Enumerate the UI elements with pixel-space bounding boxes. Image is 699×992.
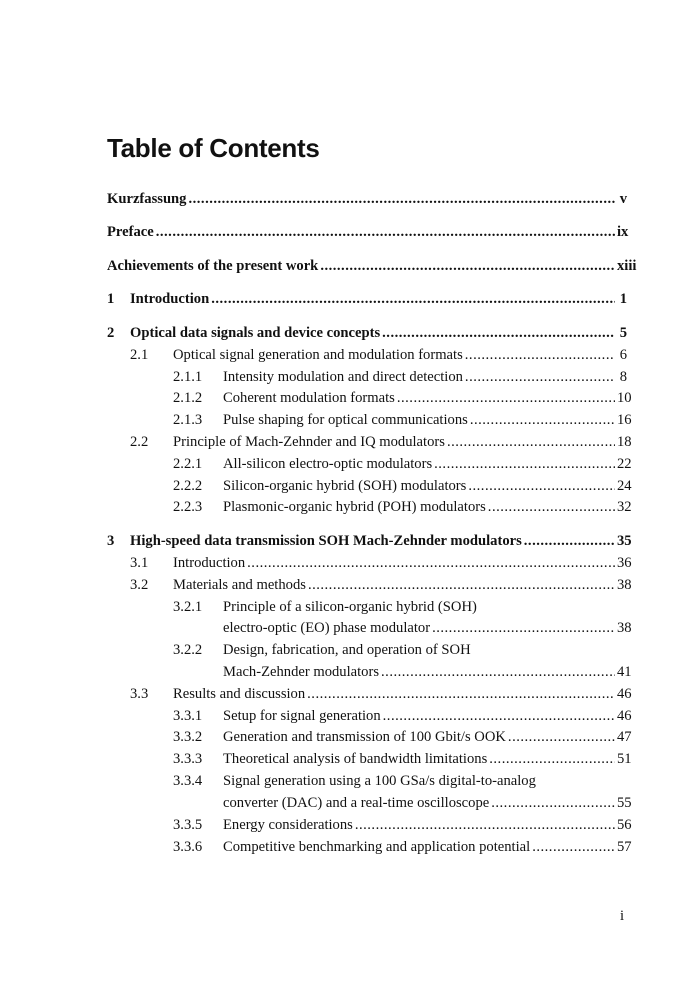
toc-entry-number: 2.1 [130,347,149,363]
toc-entry-page: 56 [617,817,632,833]
toc-entry-label: Mach-Zehnder modulators [223,664,380,680]
toc-subsection-number: 3.3.4 [173,773,203,789]
toc-entry-page: 24 [617,478,632,494]
toc-subsection-3-2-1[interactable] [107,619,632,637]
toc-entry-page: 6 [619,347,627,363]
dot-leader [355,816,615,834]
toc-entry-page: 38 [617,620,632,636]
toc-entry-achievements[interactable] [107,257,637,275]
toc-entry-page: ix [617,224,629,240]
dot-leader [508,728,615,746]
toc-entry-page: 8 [619,369,627,385]
toc-entry-label: Introduction [130,291,210,307]
toc-entry-page: 38 [617,577,632,593]
toc-entry-label: Setup for signal generation [223,708,381,724]
toc-entry-number: 2.2.3 [173,499,203,515]
toc-entry-label: Theoretical analysis of bandwidth limitations [223,751,488,767]
toc-subsection-3-3-1[interactable] [107,707,632,725]
toc-entry-page: 57 [617,839,632,855]
toc-entry-page: 1 [619,291,627,307]
toc-entry-number: 3.3.6 [173,839,203,855]
dot-leader [308,576,615,594]
toc-entry-page: 10 [617,390,632,406]
toc-subsection-number: 3.2.2 [173,642,203,658]
dot-leader [532,838,615,856]
dot-leader [381,663,615,681]
toc-entry-number: 2.2.1 [173,456,203,472]
toc-entry-number: 2.1.3 [173,412,203,428]
toc-entry-label: Generation and transmission of 100 Gbit/s OOK [223,729,506,745]
toc-entry-number: 2.1.2 [173,390,203,406]
toc-entry-page: 18 [617,434,632,450]
toc-subsection-2-2-3[interactable] [107,498,632,516]
toc-entry-kurzfassung[interactable] [107,190,627,208]
toc-entry-label: Preface [107,224,154,240]
toc-subsection-2-1-3[interactable] [107,411,632,429]
toc-entry-page: 55 [617,795,632,811]
dot-leader [247,554,615,572]
toc-entry-number: 3 [107,533,115,549]
dot-leader [465,346,615,364]
toc-entry-number: 2.2 [130,434,149,450]
toc-subsection-3-3-6[interactable] [107,838,632,856]
toc-entry-label: Introduction [173,555,246,571]
toc-entry-label: Coherent modulation formats [223,390,395,406]
toc-entry-label: Results and discussion [173,686,306,702]
toc-entry-page: 35 [617,533,632,549]
toc-entry-number: 3.3.5 [173,817,203,833]
toc-subsection-2-1-1[interactable] [107,368,627,386]
page-title: Table of Contents [107,133,320,163]
toc-subsection-3-3-3[interactable] [107,750,632,768]
toc-entry-label: electro-optic (EO) phase modulator [223,620,431,636]
toc-entry-label-line1[interactable]: Signal generation using a 100 GSa/s digital-to-analog [223,773,536,789]
toc-subsection-3-3-5[interactable] [107,816,632,834]
toc-entry-page: xiii [617,258,637,274]
dot-leader [434,455,615,473]
toc-entry-page: 5 [619,325,627,341]
toc-entry-preface[interactable] [107,223,627,241]
dot-leader [211,290,615,308]
toc-entry-label: Energy considerations [223,817,353,833]
dot-leader [465,368,615,386]
toc-entry-label: Intensity modulation and direct detection [223,369,463,385]
dot-leader [432,619,615,637]
toc-subsection-3-2-2[interactable] [107,663,632,681]
toc-entry-label: Plasmonic-organic hybrid (POH) modulators [223,499,486,515]
toc-subsection-3-3-2[interactable] [107,728,632,746]
toc-entry-label: High-speed data transmission SOH Mach-Zehnder modulators [130,533,522,549]
toc-section-3-2[interactable] [107,576,632,594]
dot-leader [382,324,615,342]
dot-leader [320,257,615,275]
toc-entry-page: 47 [617,729,632,745]
toc-entry-page: 46 [617,708,632,724]
toc-entry-page: 36 [617,555,632,571]
toc-entry-number: 2.1.1 [173,369,203,385]
toc-subsection-3-3-4[interactable] [107,794,632,812]
toc-subsection-2-1-2[interactable] [107,389,632,407]
toc-entry-page: 32 [617,499,632,515]
toc-entry-page: 22 [617,456,632,472]
toc-entry-number: 3.1 [130,555,149,571]
dot-leader [188,190,615,208]
toc-entry-label: Achievements of the present work [107,258,319,274]
toc-entry-label: All-silicon electro-optic modulators [223,456,433,472]
toc-entry-page: v [619,191,627,207]
toc-entry-number: 2 [107,325,115,341]
toc-entry-number: 1 [107,291,115,307]
dot-leader [468,477,615,495]
page-number: i [620,908,625,924]
dot-leader [491,794,615,812]
dot-leader [489,750,615,768]
toc-entry-label: Silicon-organic hybrid (SOH) modulators [223,478,467,494]
dot-leader [488,498,615,516]
toc-entry-number: 2.2.2 [173,478,203,494]
toc-chapter-1[interactable] [107,290,627,308]
toc-chapter-2[interactable] [107,324,627,342]
toc-entry-page: 51 [617,751,632,767]
toc-subsection-2-2-1[interactable] [107,455,632,473]
toc-section-2-2[interactable] [107,433,632,451]
toc-subsection-number: 3.2.1 [173,599,203,615]
dot-leader [524,532,615,550]
toc-entry-label: Optical data signals and device concepts [130,325,381,341]
toc-entry-number: 3.3.3 [173,751,203,767]
toc-section-2-1[interactable] [107,346,627,364]
toc-entry-page: 41 [617,664,632,680]
dot-leader [397,389,615,407]
toc-entry-label: Optical signal generation and modulation formats [173,347,463,363]
toc-entry-page: 46 [617,686,632,702]
toc-entry-page: 16 [617,412,632,428]
dot-leader [470,411,615,429]
toc-entry-label: Pulse shaping for optical communications [223,412,468,428]
toc-entry-label: Principle of Mach-Zehnder and IQ modulators [173,434,445,450]
toc-entry-label: Materials and methods [173,577,306,593]
toc-section-3-3[interactable] [107,685,632,703]
toc-subsection-2-2-2[interactable] [107,477,632,495]
toc-section-3-1[interactable] [107,554,632,572]
toc-entry-number: 3.3.2 [173,729,203,745]
toc-entry-number: 3.3.1 [173,708,203,724]
toc-entry-number: 3.3 [130,686,149,702]
toc-entry-label: Kurzfassung [107,191,187,207]
toc-chapter-3[interactable] [107,532,632,550]
toc-entry-label: Competitive benchmarking and application potential [223,839,531,855]
toc-entry-number: 3.2 [130,577,149,593]
dot-leader [447,433,615,451]
dot-leader [156,223,615,241]
dot-leader [383,707,615,725]
toc-entry-label-line1[interactable]: Principle of a silicon-organic hybrid (SOH) [223,599,477,615]
toc-entry-label: converter (DAC) and a real-time oscilloscope [223,795,490,811]
toc-entry-label-line1[interactable]: Design, fabrication, and operation of SOH [223,642,471,658]
dot-leader [307,685,615,703]
